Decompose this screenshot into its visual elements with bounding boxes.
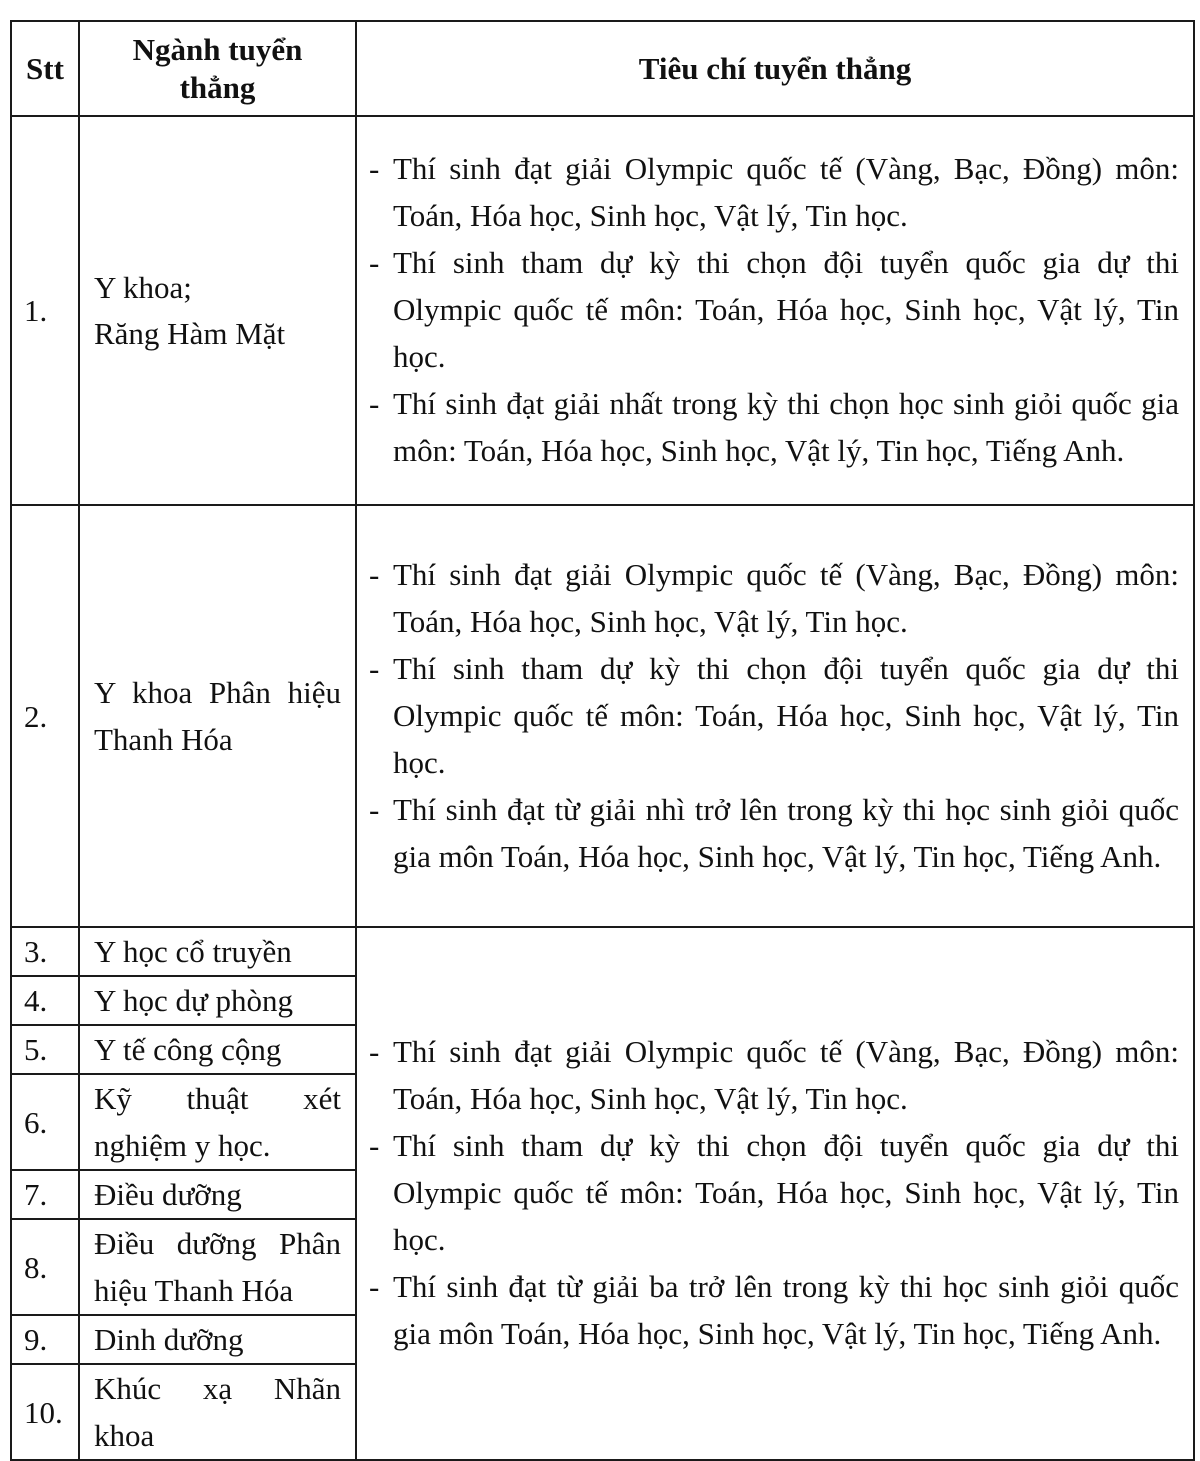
row-stt: 8. bbox=[11, 1219, 79, 1315]
admissions-table bbox=[10, 20, 1195, 1461]
row-major: Kỹ thuật xét nghiệm y học. bbox=[79, 1074, 356, 1170]
table-row bbox=[11, 927, 1194, 976]
criteria-item: - Thí sinh đạt từ giải nhì trở lên trong kỳ thi học sinh giỏi quốc gia môn Toán, Hóa học, Sinh học, Vật lý, Tin học, Tiếng Anh. bbox=[369, 786, 1179, 880]
row-major: Y học dự phòng bbox=[79, 976, 356, 1025]
row-stt: 10. bbox=[11, 1364, 79, 1460]
criteria-item: - Thí sinh tham dự kỳ thi chọn đội tuyển quốc gia dự thi Olympic quốc tế môn: Toán, Hóa học, Sinh học, Vật lý, Tin học. bbox=[369, 645, 1179, 786]
header-criteria: Tiêu chí tuyển thẳng bbox=[356, 21, 1194, 116]
criteria-item: - Thí sinh đạt từ giải ba trở lên trong kỳ thi học sinh giỏi quốc gia môn Toán, Hóa học, Sinh học, Vật lý, Tin học, Tiếng Anh. bbox=[369, 1263, 1179, 1357]
criteria-item: - Thí sinh đạt giải Olympic quốc tế (Vàng, Bạc, Đồng) môn: Toán, Hóa học, Sinh học, Vật lý, Tin học. bbox=[369, 145, 1179, 239]
criteria-item: - Thí sinh tham dự kỳ thi chọn đội tuyển quốc gia dự thi Olympic quốc tế môn: Toán, Hóa học, Sinh học, Vật lý, Tin học. bbox=[369, 239, 1179, 380]
criteria-item: - Thí sinh đạt giải Olympic quốc tế (Vàng, Bạc, Đồng) môn: Toán, Hóa học, Sinh học, Vật lý, Tin học. bbox=[369, 551, 1179, 645]
table-row bbox=[11, 116, 1194, 505]
row-major-line1: Y khoa; bbox=[94, 269, 192, 305]
row-major: Điều dưỡng Phân hiệu Thanh Hóa bbox=[79, 1219, 356, 1315]
row-stt: 7. bbox=[11, 1170, 79, 1219]
row-major: Y học cổ truyền bbox=[79, 927, 356, 976]
row-stt: 4. bbox=[11, 976, 79, 1025]
row-stt: 3. bbox=[11, 927, 79, 976]
header-major bbox=[79, 21, 356, 116]
header-row bbox=[11, 21, 1194, 116]
row-stt: 9. bbox=[11, 1315, 79, 1364]
row-criteria bbox=[356, 116, 1194, 505]
row-stt: 2. bbox=[11, 505, 79, 927]
header-major-line1: Ngành tuyển bbox=[132, 31, 303, 67]
row-major-line2: Răng Hàm Mặt bbox=[94, 315, 286, 351]
header-major-line2: thẳng bbox=[179, 69, 256, 105]
criteria-item: - Thí sinh đạt giải Olympic quốc tế (Vàng, Bạc, Đồng) môn: Toán, Hóa học, Sinh học, Vật lý, Tin học. bbox=[369, 1028, 1179, 1122]
row-criteria bbox=[356, 505, 1194, 927]
row-major: Y tế công cộng bbox=[79, 1025, 356, 1074]
group-criteria bbox=[356, 927, 1194, 1460]
table-row bbox=[11, 505, 1194, 927]
header-stt: Stt bbox=[11, 21, 79, 116]
row-stt: 5. bbox=[11, 1025, 79, 1074]
row-major: Dinh dưỡng bbox=[79, 1315, 356, 1364]
row-stt: 1. bbox=[11, 116, 79, 505]
criteria-item: - Thí sinh tham dự kỳ thi chọn đội tuyển quốc gia dự thi Olympic quốc tế môn: Toán, Hóa học, Sinh học, Vật lý, Tin học. bbox=[369, 1122, 1179, 1263]
criteria-item: - Thí sinh đạt giải nhất trong kỳ thi chọn học sinh giỏi quốc gia môn: Toán, Hóa học, Sinh học, Vật lý, Tin học, Tiếng Anh. bbox=[369, 380, 1179, 474]
row-major: Khúc xạ Nhãn khoa bbox=[79, 1364, 356, 1460]
row-major bbox=[79, 116, 356, 505]
row-major: Điều dưỡng bbox=[79, 1170, 356, 1219]
row-stt: 6. bbox=[11, 1074, 79, 1170]
row-major: Y khoa Phân hiệu Thanh Hóa bbox=[79, 505, 356, 927]
